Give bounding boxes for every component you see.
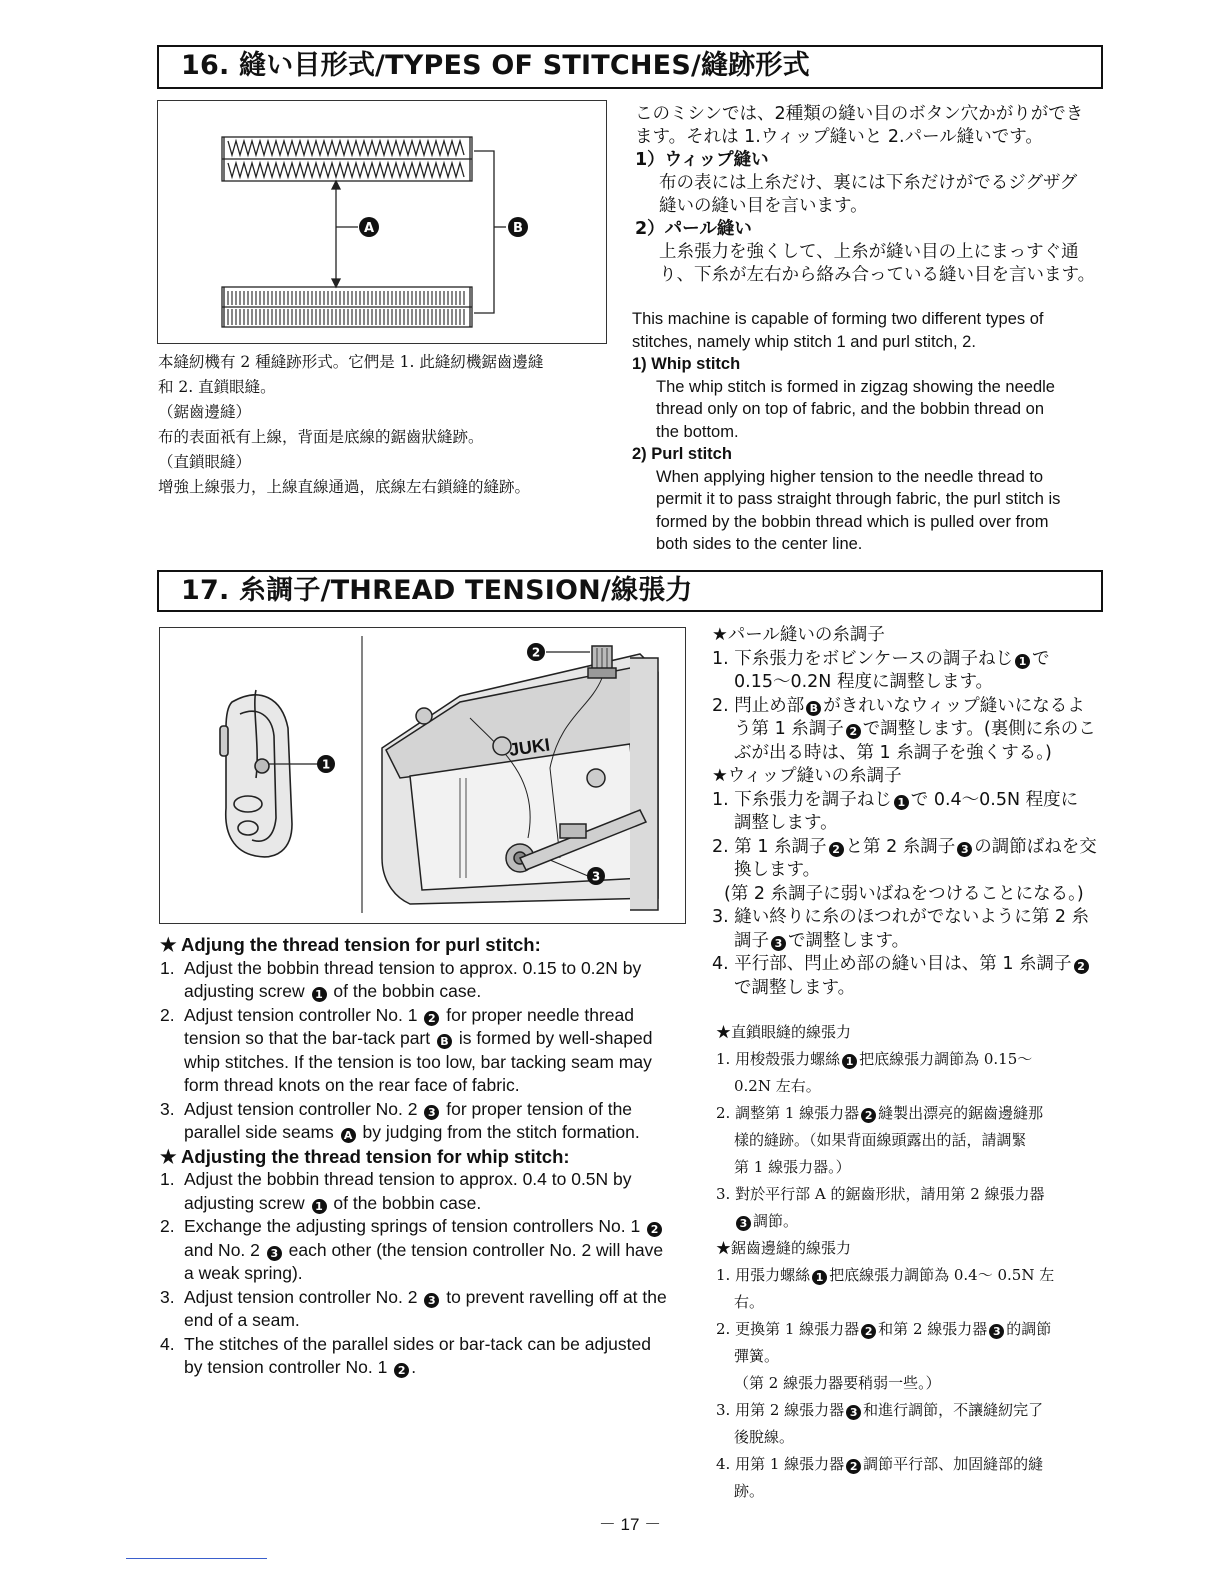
sec17-japanese-text: ★パール縫いの糸調子 1. 下糸張力をボビンケースの調子ねじ 1 で 0.15～0.2N 程度に調整します。 2. 閂止め部 B がきれいなウィップ縫いになるよ う第 1 糸調子 2 で調整します。(裏側に糸のこ ぶが出る時は、第 1 糸調子を強くする。) ★ウィップ縫いの糸調子 1. 下糸張力を調子ねじ 1 で 0.4～0.5N 程度に 調整します。 2. 第 1 糸調子 2 と第 2 糸調子 3 の調節ばねを交 換します。 (第 2 糸調子に弱いばねをつけることになる。) 3. 縫い終りに糸のほつれがでないように第 2 糸 調子 3 で調整します。 4. 平行部、閂止め部の縫い目は、第 1 糸調子 2 で調整します。 — [712, 624, 1112, 1000]
sewing-machine-head — [382, 646, 658, 910]
zh-line2: 和 2. 直鎖眼縫。 — [158, 378, 276, 396]
zh-line3: （鋸齒邊縫） — [158, 403, 252, 421]
en-purl-heading: ★ Adjung the thread tension for purl stitch: — [160, 934, 541, 955]
en-whip-item-3: 3. Adjust tension controller No. 2 3 to prevent ravelling off at the end of a seam. — [160, 1286, 667, 1330]
svg-text:1: 1 — [321, 757, 331, 772]
en-whip-item-4: 4. The stitches of the parallel sides or bar-tack can be adjusted by tension controller No. 1 2 . — [160, 1333, 651, 1377]
en-purl-item-2: 2. Adjust tension controller No. 1 2 for proper needle thread tension so that the bar-tack part B is formed by well-shaped whip stitches. If the tension is too low, bar tacking seam may form thread knots on the rear face of fabric. — [160, 1004, 653, 1095]
jp-heading-whip: 1）ウィップ縫い — [635, 150, 769, 170]
sec17-english-text — [160, 933, 690, 1380]
footer-rule — [126, 1558, 267, 1559]
en-purl-line1: When applying higher tension to the needle thread to — [656, 467, 1044, 486]
svg-text:A: A — [363, 221, 375, 236]
callout-badge: 3 — [267, 1246, 282, 1261]
callout-badge: 2 — [394, 1363, 409, 1378]
page-number: － 17 － — [598, 1515, 662, 1534]
en-whip-item-2: 2. Exchange the adjusting springs of tension controllers No. 1 2 and No. 2 3 each other (the tension controller No. 2 will have a weak spring). — [160, 1216, 664, 1283]
callout-badge: B — [437, 1034, 452, 1049]
stitch-diagram — [158, 101, 605, 342]
machine-illustration — [160, 628, 684, 922]
en-whip-item-1: 1. Adjust the bobbin thread tension to approx. 0.4 to 0.5N by adjusting screw 1 of the bobbin case. — [160, 1169, 632, 1213]
jp-heading-purl: 2）パール縫い — [635, 219, 752, 239]
section-17-title: 17. 糸調子/THREAD TENSION/線張力 — [157, 570, 1103, 612]
jp-whip-tension-heading: ★ウィップ縫いの糸調子 — [712, 766, 902, 786]
en-intro-line2: stitches, namely whip stitch 1 and purl stitch, 2. — [632, 332, 976, 351]
en-purl-item-3: 3. Adjust tension controller No. 2 3 for proper tension of the parallel side seams A by judging from the stitch formation. — [160, 1098, 640, 1142]
callout-badge: A — [341, 1128, 356, 1143]
section-16-title: 16. 縫い目形式/TYPES OF STITCHES/縫跡形式 — [157, 45, 1103, 89]
zh-purl-tension-heading: ★直鎖眼縫的線張力 — [716, 1023, 852, 1041]
en-whip-line2: thread only on top of fabric, and the bobbin thread on — [656, 400, 1045, 418]
callout-badge: 1 — [312, 1199, 327, 1214]
juki-logo: JUKI — [507, 734, 552, 760]
callout-badge: 2 — [424, 1011, 439, 1026]
zh-whip-tension-heading: ★鋸齒邊縫的線張力 — [716, 1239, 852, 1257]
sec16-chinese-text — [158, 350, 608, 500]
en-purl-line2: permit it to pass straight through fabric, the purl stitch is — [656, 490, 1061, 508]
en-whip-line3: the bottom. — [656, 422, 739, 441]
en-whip-line1: The whip stitch is formed in zigzag showing the needle — [656, 377, 1055, 396]
jp-purl-line1: 上糸張力を強くして、上糸が縫い目の上にまっすぐ通 — [659, 242, 1079, 262]
svg-text:2: 2 — [531, 645, 541, 660]
sec17-chinese-text: ★直鎖眼縫的線張力 1. 用梭殼張力螺絲 1 把底線張力調節為 0.15～ 0.2N 左右。 2. 調整第 1 線張力器 2 縫製出漂亮的鋸齒邊縫那 樣的縫跡。（如果背面線頭露出的話，請調緊 第 1 線張力器。） 3. 對於平行部 A 的鋸齒形狀，請用第 2 線張力器 3 調節。 ★鋸齒邊縫的線張力 1. 用張力螺絲 1 把底線張力調節為 0.4～ 0.5N 左 右。 2. 更換第 1 線張力器 2 和第 2 線張力器 3 的調節 彈簧。 （第 2 線張力器要稍弱一些。） 3. 用第 2 線張力器 3 和進行調節，不讓縫紉完了 後脫線。 4. 用第 1 線張力器 2 調節平行部、加固縫部的縫 跡。 — [716, 1019, 1116, 1505]
sec16-english-text — [632, 308, 1107, 556]
en-purl-line4: both sides to the center line. — [656, 535, 863, 553]
svg-text:3: 3 — [591, 869, 601, 884]
jp-whip-line2: 縫いの縫い目を言います。 — [659, 196, 868, 216]
svg-text:B: B — [513, 221, 523, 236]
callout-badge: 3 — [424, 1105, 439, 1120]
jp-intro-line2: ます。それは 1.ウィップ縫いと 2.パール縫いです。 — [635, 127, 1043, 147]
jp-intro-line1: このミシンでは、2種類の縫い目のボタン穴かがりができ — [635, 104, 1084, 124]
zh-line5: （直鎖眼縫） — [158, 453, 252, 471]
bobbin-case — [220, 690, 318, 857]
en-purl-line3: formed by the bobbin thread which is pulled over from — [656, 512, 1049, 531]
sec16-japanese-text — [635, 103, 1105, 287]
en-purl-item-1: 1. Adjust the bobbin thread tension to approx. 0.15 to 0.2N by adjusting screw 1 of the bobbin case. — [160, 957, 642, 1001]
jp-whip-line1: 布の表には上糸だけ、裏には下糸だけがでるジグザグ — [659, 173, 1078, 193]
jp-purl-line2: り、下糸が左右から絡み合っている縫い目を言います。 — [659, 265, 1096, 285]
en-whip-heading: ★ Adjusting the thread tension for whip stitch: — [160, 1145, 570, 1167]
en-heading-whip: 1) Whip stitch — [632, 355, 741, 373]
zh-line1: 本縫紉機有 2 種縫跡形式。它們是 1. 此縫紉機鋸齒邊縫 — [158, 353, 544, 371]
thread-tension-figure — [159, 627, 686, 924]
en-intro-line1: This machine is capable of forming two different types of — [632, 310, 1044, 328]
zh-line6: 增強上線張力，上線直線通過，底線左右鎖縫的縫跡。 — [158, 478, 531, 496]
en-heading-purl: 2) Purl stitch — [632, 445, 732, 463]
jp-purl-tension-heading: ★パール縫いの糸調子 — [712, 625, 885, 645]
callout-badge: 1 — [312, 987, 327, 1002]
callout-badge: 3 — [424, 1293, 439, 1308]
zh-line4: 布的表面祇有上線，背面是底線的鋸齒狀縫跡。 — [158, 428, 484, 446]
callout-badge: 2 — [647, 1222, 662, 1237]
stitch-types-figure — [157, 100, 607, 344]
